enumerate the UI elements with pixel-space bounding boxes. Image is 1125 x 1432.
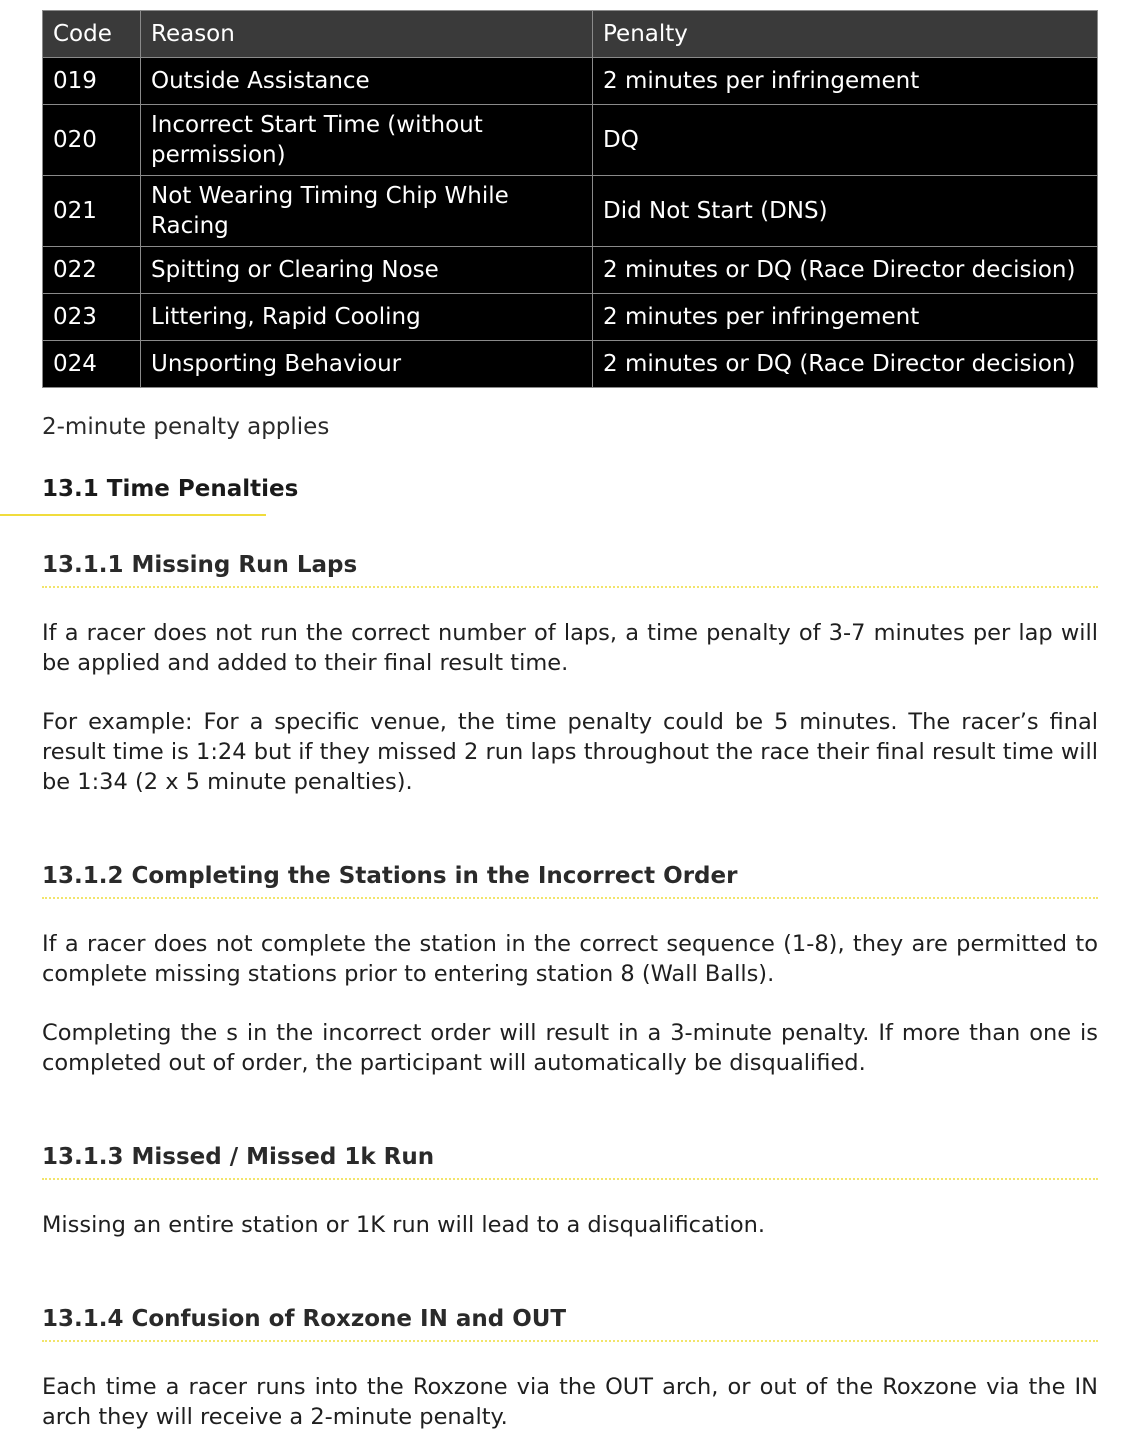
cell-penalty: 2 minutes or DQ (Race Director decision) bbox=[593, 341, 1098, 388]
document-page bbox=[42, 10, 1098, 1432]
table-row bbox=[43, 176, 1098, 247]
section-heading-underline bbox=[0, 514, 266, 516]
paragraph: Completing the s in the incorrect order will result in a 3-minute penalty. If more than one is completed out of order, the participant will automatically be disqualified. bbox=[42, 1020, 1098, 1076]
subsection-missing-run-laps bbox=[42, 552, 1098, 797]
paragraph: If a racer does not run the correct number of laps, a time penalty of 3-7 minutes per lap will be applied and added to their final result time. bbox=[42, 620, 1098, 676]
cell-reason: Not Wearing Timing Chip While Racing bbox=[141, 176, 593, 247]
table-row bbox=[43, 294, 1098, 341]
header-reason: Reason bbox=[141, 11, 593, 58]
paragraph: If a racer does not complete the station in the correct sequence (1-8), they are permitted to complete missing stations prior to entering station 8 (Wall Balls). bbox=[42, 931, 1098, 987]
subsection-roxzone bbox=[42, 1306, 1098, 1432]
cell-reason: Incorrect Start Time (without permission) bbox=[141, 105, 593, 176]
cell-reason: Spitting or Clearing Nose bbox=[141, 247, 593, 294]
cell-code: 022 bbox=[43, 247, 141, 294]
subsection-title: 13.1.1 Missing Run Laps bbox=[42, 552, 1098, 588]
paragraph: Missing an entire station or 1K run will lead to a disqualification. bbox=[42, 1212, 766, 1238]
table-row bbox=[43, 58, 1098, 105]
cell-code: 023 bbox=[43, 294, 141, 341]
subsection-incorrect-order bbox=[42, 863, 1098, 1078]
table-header-row bbox=[43, 11, 1098, 58]
cell-reason: Littering, Rapid Cooling bbox=[141, 294, 593, 341]
table-row bbox=[43, 105, 1098, 176]
cell-penalty: Did Not Start (DNS) bbox=[593, 176, 1098, 247]
header-penalty: Penalty bbox=[593, 11, 1098, 58]
subsection-title: 13.1.2 Completing the Stations in the Incorrect Order bbox=[42, 863, 1098, 899]
cell-reason: Unsporting Behaviour bbox=[141, 341, 593, 388]
subsection-missed-run bbox=[42, 1144, 1098, 1240]
cell-reason: Outside Assistance bbox=[141, 58, 593, 105]
paragraph: For example: For a specific venue, the time penalty could be 5 minutes. The racer’s final result time is 1:24 but if they missed 2 run laps throughout the race their final result time will be 1:34 (2 x 5 minute penalties). bbox=[42, 709, 1098, 795]
table-footnote: 2-minute penalty applies bbox=[42, 414, 330, 440]
table-row bbox=[43, 247, 1098, 294]
header-code: Code bbox=[43, 11, 141, 58]
cell-penalty: DQ bbox=[593, 105, 1098, 176]
cell-penalty: 2 minutes per infringement bbox=[593, 294, 1098, 341]
cell-penalty: 2 minutes or DQ (Race Director decision) bbox=[593, 247, 1098, 294]
cell-code: 024 bbox=[43, 341, 141, 388]
cell-code: 021 bbox=[43, 176, 141, 247]
cell-code: 019 bbox=[43, 58, 141, 105]
penalty-table bbox=[42, 10, 1098, 388]
paragraph: Each time a racer runs into the Roxzone via the OUT arch, or out of the Roxzone via the IN arch they will receive a 2-minute penalty. bbox=[42, 1374, 1098, 1430]
subsection-title: 13.1.4 Confusion of Roxzone IN and OUT bbox=[42, 1306, 1098, 1342]
subsection-title: 13.1.3 Missed / Missed 1k Run bbox=[42, 1144, 1098, 1180]
cell-penalty: 2 minutes per infringement bbox=[593, 58, 1098, 105]
table-row bbox=[43, 341, 1098, 388]
section-heading: 13.1 Time Penalties bbox=[42, 476, 299, 502]
cell-code: 020 bbox=[43, 105, 141, 176]
